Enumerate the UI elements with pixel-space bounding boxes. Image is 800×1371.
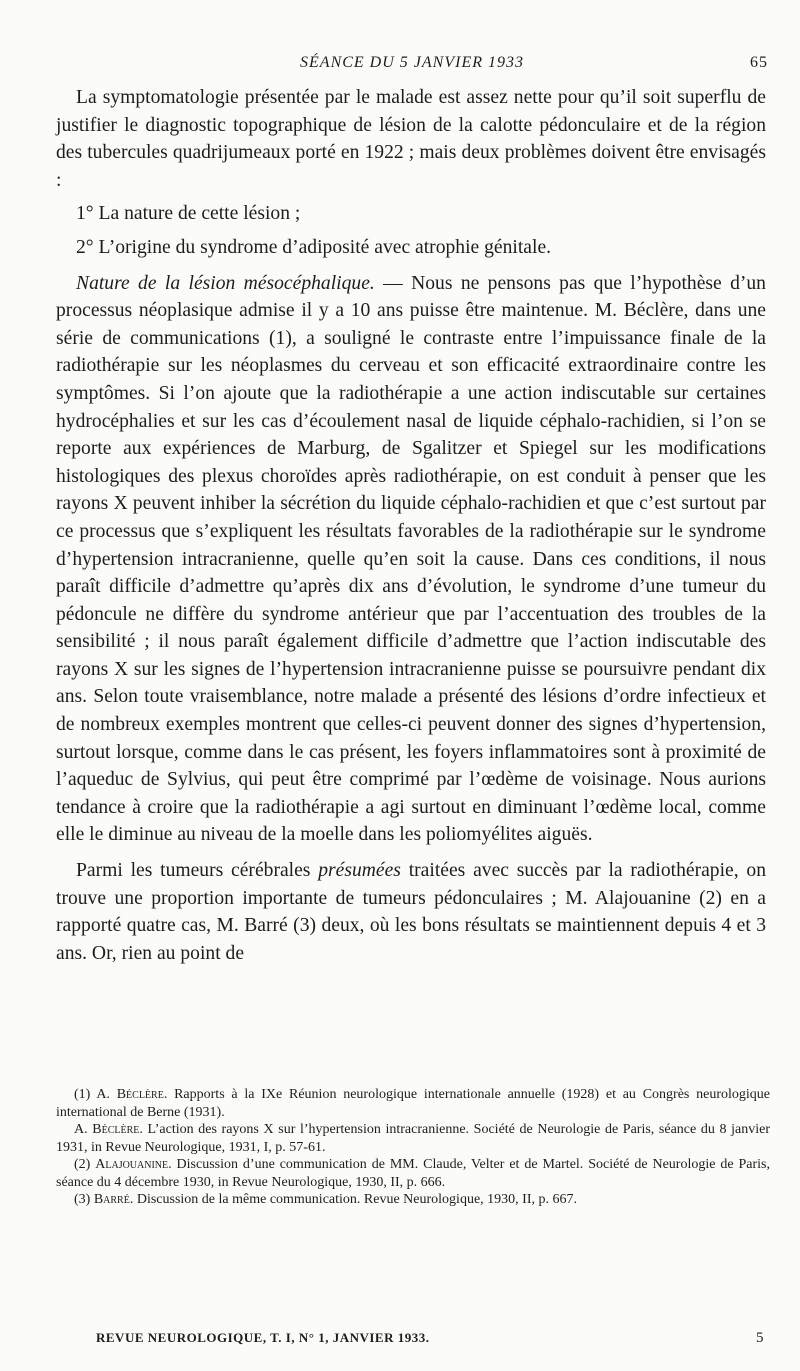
footnote-2-author: Alajouanine bbox=[95, 1157, 169, 1172]
paragraph-intro: La symptomatologie présentée par le malade est assez nette pour qu’il soit superflu de justifier le diagnostic topographique de lésion de la calotte pédonculaire et de la région des tubercules quadrijumeaux porté en 1922 ; mais deux problèmes doivent être envisagés : bbox=[56, 87, 766, 191]
footnote-1b-author: Béclère bbox=[92, 1122, 140, 1137]
footnote-1b bbox=[56, 1121, 770, 1156]
footnote-1 bbox=[56, 1086, 770, 1121]
footnote-2-number: (2) bbox=[74, 1157, 96, 1172]
footnote-2-text: . Discussion d’une communication de MM. Claude, Velter et de Martel. Société de Neurologie de Paris, séance du 4 décembre 1930, in Revue Neurologique, 1930, II, p. 666. bbox=[56, 1157, 770, 1190]
page-footer bbox=[56, 1330, 768, 1350]
footnote-1-number: (1) A. bbox=[74, 1087, 117, 1102]
signature-mark: 5 bbox=[756, 1330, 764, 1346]
footnote-1b-number: A. bbox=[74, 1122, 93, 1137]
footnotes bbox=[56, 1086, 770, 1209]
footnote-1-text: . Rapports à la IXe Réunion neurologique internationale annuelle (1928) et au Congrès neurologique international de Berne (1931). bbox=[56, 1087, 770, 1120]
paragraph-tumeurs-start: Parmi les tumeurs cérébrales bbox=[76, 860, 319, 882]
list-item-1: 1° La nature de cette lésion ; bbox=[76, 203, 301, 225]
emphasis-presumees: présumées bbox=[318, 860, 401, 882]
paragraph-tumeurs-text: traitées avec succès par la radiothérapie, on trouve une proportion importante de tumeurs pédonculaires ; M. Alajouanine (2) en a rapporté quatre cas, M. Barré (3) deux, où les bons résultats se maintiennent depuis 4 et 3 ans. Or, rien au point de bbox=[56, 860, 767, 964]
page-header-title: SÉANCE DU 5 JANVIER 1933 bbox=[300, 54, 524, 71]
footnote-2 bbox=[56, 1156, 770, 1191]
footnote-3-number: (3) bbox=[74, 1192, 94, 1207]
list-item-2: 2° L’origine du syndrome d’adiposité avec atrophie génitale. bbox=[76, 236, 552, 258]
paragraph-nature bbox=[56, 270, 766, 849]
footnote-3-author: Barré bbox=[93, 1192, 130, 1207]
footnote-1-author: Béclère bbox=[116, 1087, 164, 1102]
footnote-3 bbox=[56, 1191, 770, 1209]
footnote-3-text: . Discussion de la même communication. Revue Neurologique, 1930, II, p. 667. bbox=[129, 1192, 577, 1207]
paragraph-tumeurs bbox=[56, 857, 766, 967]
running-head bbox=[56, 54, 768, 76]
section-title: Nature de la lésion mésocéphalique. bbox=[76, 272, 375, 294]
paragraph-nature-text: — Nous ne pensons pas que l’hypothèse d’un processus néoplasique admise il y a 10 ans puisse être maintenue. M. Béclère, dans une série de communications (1), a souligné le contraste entre l’impuissance finale de la radiothérapie sur les néoplasmes du cerveau et son efficacité extraordinaire contre les symptômes. Si l’on ajoute que la radiothérapie a une action indiscutable sur certaines hydrocéphalies et sur les cas d’écoulement nasal de liquide céphalo-rachidien, si l’on se reporte aux expériences de Marburg, de Sgalitzer et Spiegel sur les modifications histologiques des plexus choroïdes après radiothérapie, on est conduit à penser que les rayons X peuvent inhiber la sécrétion du liquide céphalo-rachidien et que c’est surtout par ce processus que s’expliquent les résultats favorables de la radiothérapie sur le syndrome d’hypertension intracranienne, quelle qu’en soit la cause. Dans ces conditions, il nous paraît difficile d’admettre qu’après dix ans d’évolution, le syndrome d’une tumeur du pédoncule ne diffère du syndrome antérieur que par l’accentuation des troubles de la sensibilité ; il nous paraît également difficile d’admettre que l’action indiscutable des rayons X sur les signes de l’hypertension intracranienne puisse se poursuivre pendant dix ans. Selon toute vraisemblance, notre malade a présenté des lésions d’ordre infectieux et de nombreux exemples montrent que celles-ci peuvent donner des signes d’hypertension, surtout lorsque, comme dans le cas présent, les foyers inflammatoires sont à proximité de l’aqueduc de Sylvius, qui peut être comprimé par l’œdème de voisinage. Nous aurions tendance à croire que la radiothérapie a agi surtout en diminuant l’œdème local, comme elle le diminue au niveau de la moelle dans les poliomyélites aiguës. bbox=[56, 272, 766, 846]
page-number: 65 bbox=[750, 54, 768, 71]
footnote-1b-text: . L’action des rayons X sur l’hypertension intracranienne. Société de Neurologie de Paris, séance du 8 janvier 1931, in Revue Neurologique, 1931, I, p. 57-61. bbox=[56, 1122, 770, 1155]
main-text bbox=[56, 84, 766, 967]
journal-reference: REVUE NEUROLOGIQUE, T. I, N° 1, JANVIER 1933. bbox=[96, 1330, 430, 1345]
